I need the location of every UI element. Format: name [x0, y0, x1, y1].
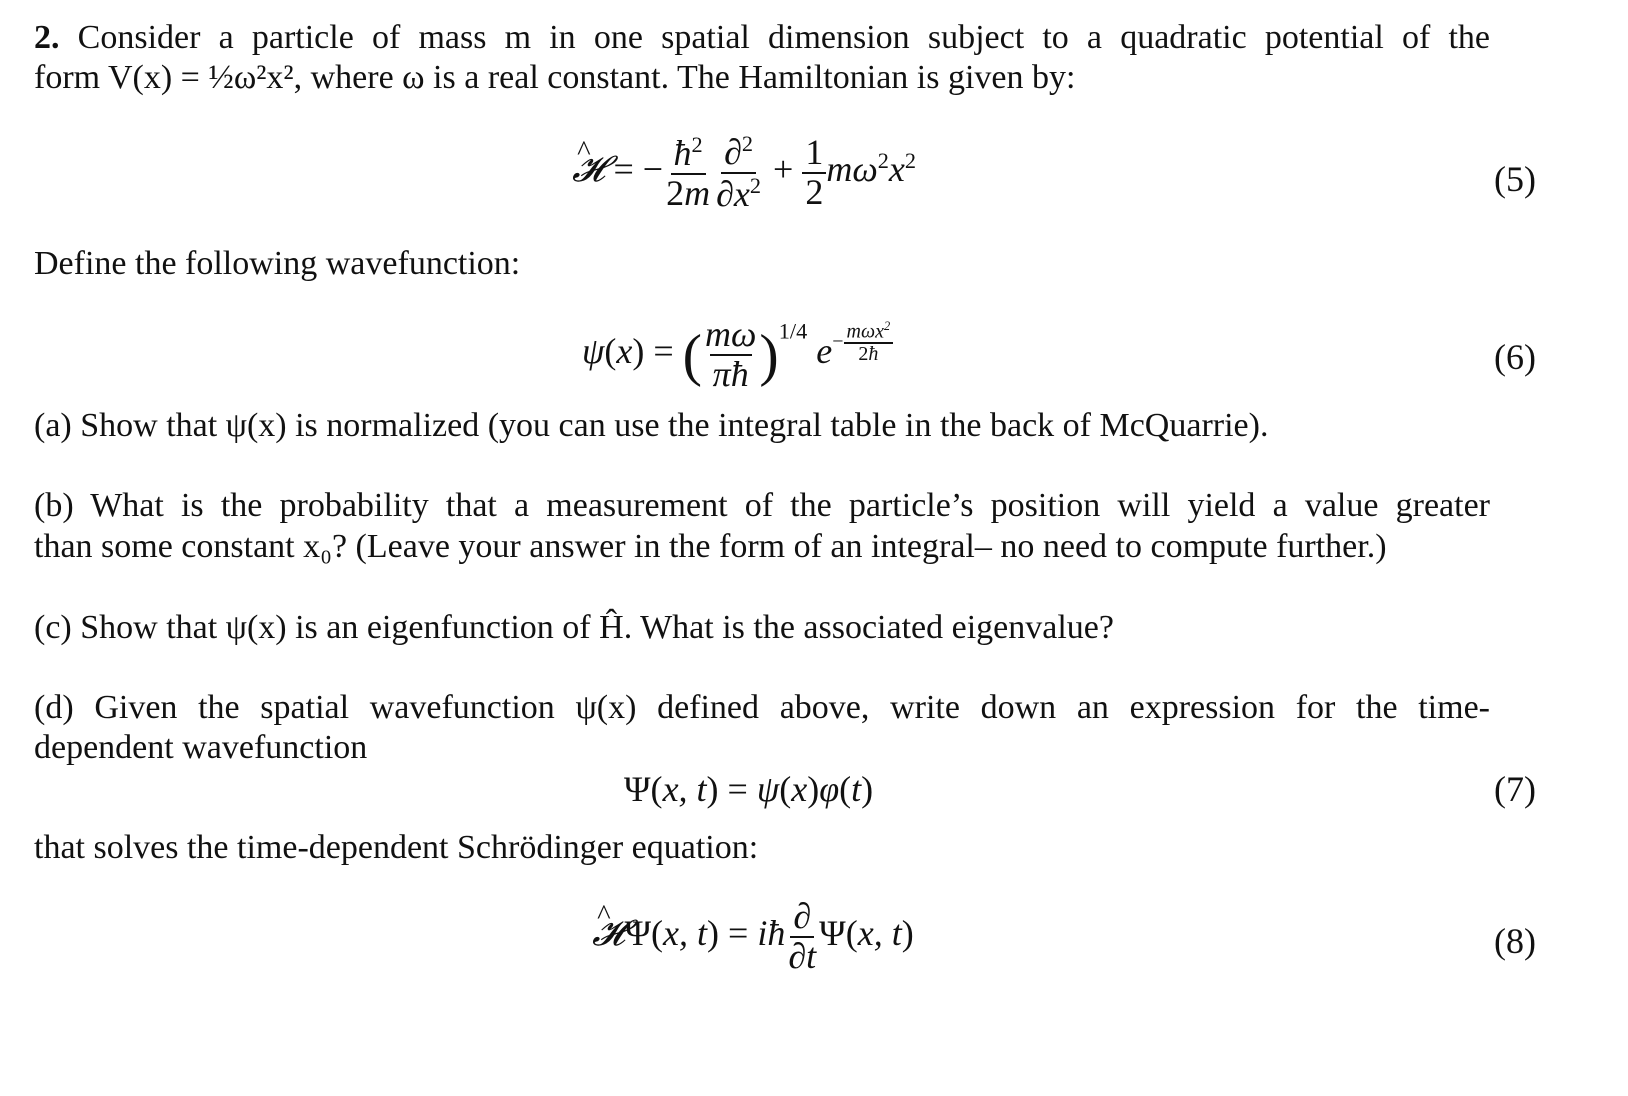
part-b-line-1: (b) What is the probability that a measurement of the particle’s position will yield a value greater: [34, 487, 1490, 524]
problem-intro-line-2: form V(x) = ½ω²x², where ω is a real constant. The Hamiltonian is given by:: [34, 59, 1076, 96]
part-b-line-2: than some constant x₀? (Leave your answer in the form of an integral– no need to compute further.): [34, 528, 1387, 565]
define-text: Define the following wavefunction:: [34, 245, 521, 282]
equation-6-number: (6): [1494, 337, 1536, 377]
part-d-line-2: dependent wavefunction: [34, 729, 368, 766]
equation-8-number: (8): [1494, 921, 1536, 961]
equation-5-number: (5): [1494, 159, 1536, 199]
part-c: (c) Show that ψ(x) is an eigenfunction of Ĥ. What is the associated eigenvalue?: [34, 609, 1114, 646]
equation-6: ψ(x) = ( $\frac{m\omega}{\pi ħ}$ )$^{1/4}$ e− $\frac{m\omega x^2}{2ħ}$: [582, 316, 893, 394]
part-a: (a) Show that ψ(x) is normalized (you can use the integral table in the back of McQuarrie).: [34, 407, 1269, 444]
problem-intro-text-1: Consider a particle of mass m in one spatial dimension subject to a quadratic potential of the: [77, 19, 1491, 56]
part-d-line-1: (d) Given the spatial wavefunction ψ(x) defined above, write down an expression for the time-: [34, 689, 1490, 726]
equation-7: Ψ(x, t) = ψ(x)φ(t): [624, 769, 874, 809]
problem-intro-line-1: [34, 18, 1490, 58]
equation-5: ^ 𝓗 = − $\frac{ħ^2}{2m}$ $\frac{\partial^2}{\partial x^2}$ + $\frac{1}{2}$ $m\omega^2x^2$: [572, 132, 916, 214]
equation-8: ^ 𝓗Ψ(x, t) = iħ $\frac{\partial}{\partial t}$ Ψ(x, t): [592, 898, 914, 976]
problem-number: 2.: [34, 19, 60, 56]
solves-text: that solves the time-dependent Schrödinger equation:: [34, 829, 759, 866]
equation-7-number: (7): [1494, 769, 1536, 809]
